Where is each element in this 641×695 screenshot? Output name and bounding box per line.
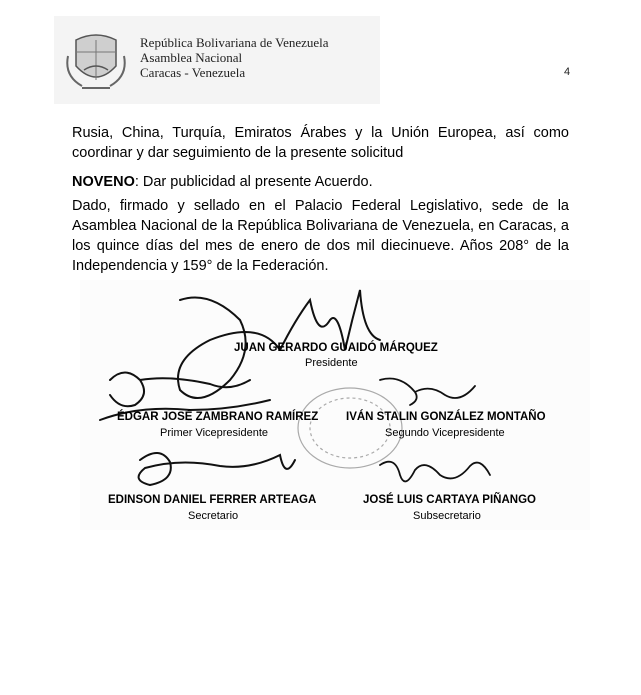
president-name: JUAN GERARDO GUAIDÓ MÁRQUEZ xyxy=(234,342,438,354)
paragraph-closing: Dado, firmado y sellado en el Palacio Federal Legislativo, sede de la Asamblea Nacional de la República Bolivariana de Venezuela, en Caracas, a los quince días del mes de enero de dos mil diecinueve. Años 208° de la Independencia y 159° de la Federación. xyxy=(72,198,569,274)
letterhead-line-3: Caracas - Venezuela xyxy=(140,65,246,80)
signature-second-vp xyxy=(380,379,475,406)
noveno-text: : Dar publicidad al presente Acuerdo. xyxy=(134,174,373,190)
first-vp-role: Primer Vicepresidente xyxy=(160,427,269,439)
paragraph-continuation: Rusia, China, Turquía, Emiratos Árabes y la Unión Europea, así como coordinar y dar seguimiento de la presente solicitud xyxy=(72,125,569,161)
paragraph-noveno xyxy=(72,172,569,192)
letterhead-line-2: Asamblea Nacional xyxy=(140,50,243,65)
president-role: Presidente xyxy=(305,357,358,369)
letterhead-text xyxy=(140,35,329,80)
signature-secretary xyxy=(139,453,295,485)
letterhead-line-1: República Bolivariana de Venezuela xyxy=(140,35,329,50)
secretary-name: EDINSON DANIEL FERRER ARTEAGA xyxy=(108,494,317,506)
first-vp-name: ÉDGAR JOSÉ ZAMBRANO RAMÍREZ xyxy=(117,411,319,423)
page-number: 4 xyxy=(564,66,571,78)
coat-of-arms-icon xyxy=(62,26,130,94)
subsecretary-name: JOSÉ LUIS CARTAYA PIÑANGO xyxy=(363,494,536,506)
signatures-drawing xyxy=(80,280,590,530)
noveno-label: NOVENO xyxy=(72,174,135,190)
second-vp-role: Segundo Vicepresidente xyxy=(385,427,505,439)
secretary-role: Secretario xyxy=(188,510,239,522)
second-vp-name: IVÁN STALIN GONZÁLEZ MONTAÑO xyxy=(346,411,546,423)
letterhead xyxy=(0,0,641,110)
subsecretary-role: Subsecretario xyxy=(413,510,481,522)
signature-subsecretary xyxy=(380,462,490,482)
